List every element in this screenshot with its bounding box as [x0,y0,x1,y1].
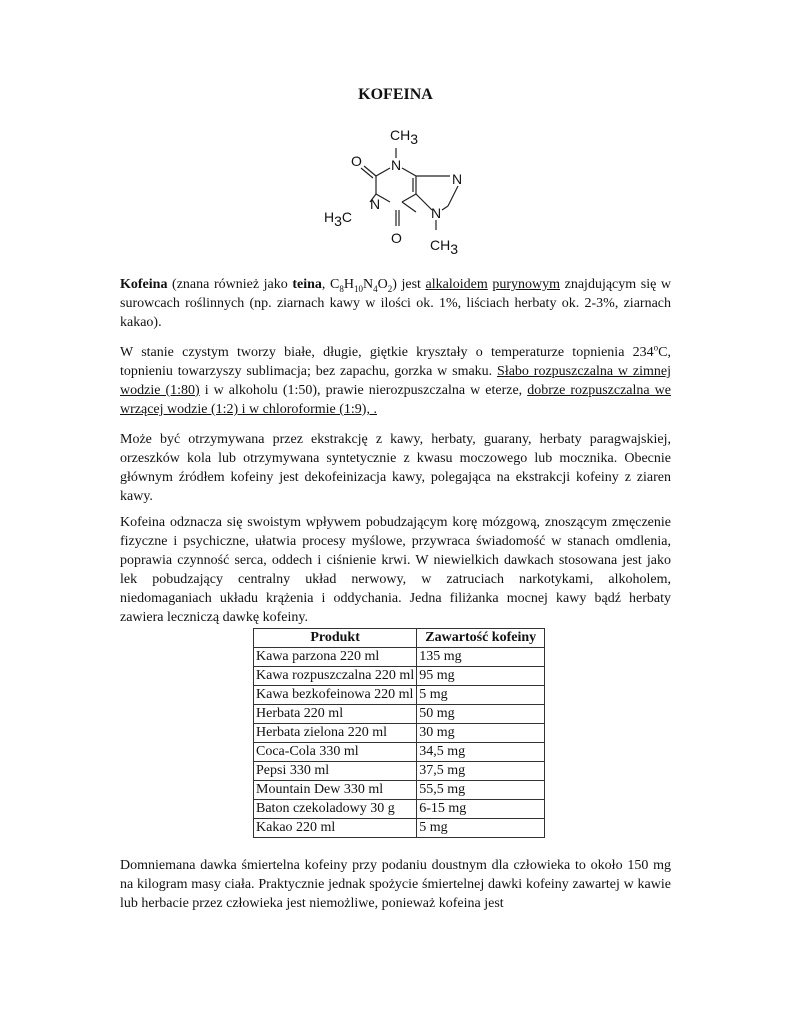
formula-subscript: 8 [339,283,344,294]
text-span: H [343,277,354,292]
product-cell: Herbata zielona 220 ml [254,724,417,743]
caffeine-content-table [253,628,545,838]
text-span: i w alkoholu (1:50), prawie nierozpuszczalna w eterze, [199,383,528,398]
content-cell: 5 mg [417,686,545,705]
table-row [254,800,545,819]
table-header-row [254,629,545,648]
oxygen-top-label: O [351,153,362,169]
underlined-solubility-hot: dobrze rozpuszczalna we wrzącej wodzie (1:2) i w chloroformie (1:9), . [120,383,671,417]
link-purynowym[interactable]: purynowym [492,277,561,292]
product-cell: Coca-Cola 330 ml [254,743,417,762]
nitrogen-7-label: N [431,205,442,221]
table-row [254,648,545,667]
product-cell: Kakao 220 ml [254,819,417,838]
content-cell: 55,5 mg [417,781,545,800]
content-cell: 6-15 mg [417,800,545,819]
text-span: C, topnieniu towarzyszy sublimacja; bez zapachu, gorzka w smaku. [120,345,671,379]
header-caffeine-content: Zawartość kofeiny [417,629,545,648]
text-span: W stanie czystym tworzy białe, długie, giętkie kryształy o temperaturze topnienia 234 [120,345,654,360]
product-cell: Baton czekoladowy 30 g [254,800,417,819]
content-cell: 95 mg [417,667,545,686]
page-title: KOFEINA [358,86,433,103]
h3c-label: H3C [324,209,353,229]
formula-subscript: 2 [387,283,393,294]
ch3-bottom-label: CH3 [430,237,459,257]
formula-subscript: 10 [353,283,363,294]
nitrogen-1-label: N [391,157,402,173]
table-row [254,705,545,724]
product-cell: Kawa parzona 220 ml [254,648,417,667]
caffeine-structure-diagram [318,118,478,258]
paragraph-production: Może być otrzymywana przez ekstrakcję z kawy, herbaty, guarany, herbaty paragwajskiej, orzeszków kola lub otrzymywana syntetycznie z kwasu moczowego lub mocznika. Obecnie głównym źródłem kofeiny jest dekofeinizacja kawy, polegająca na ekstrakcji kofeiny z ziaren kawy. [120,432,671,504]
degree-superscript: o [653,342,659,353]
content-cell: 135 mg [417,648,545,667]
paragraph-effects: Kofeina odznacza się swoistym wpływem pobudzającym korę mózgową, znoszącym zmęczenie fizyczne i psychiczne, ułatwia procesy myślowe, przywraca świadomość w stanach omdlenia, poprawia czynność serca, oddech i ciśnienie krwi. W niewielkich dawkach stosowana jest jako lek pobudzający centralny układ nerwowy, w zatruciach narkotykami, alkoholem, niedomaganiach układu krążenia i oddychania. Jedna filiżanka mocnej kawy bądź herbaty zawiera leczniczą dawkę kofeiny. [120,515,671,625]
ch3-top-label: CH3 [390,127,419,147]
text-span: O [377,277,388,292]
nitrogen-9-label: N [452,171,463,187]
content-cell: 50 mg [417,705,545,724]
term-teina: teina [292,277,322,292]
term-kofeina: Kofeina [120,277,168,292]
table-row [254,667,545,686]
content-cell: 34,5 mg [417,743,545,762]
text-span: (znana również jako [167,277,293,292]
product-cell: Kawa rozpuszczalna 220 ml [254,667,417,686]
paragraph-intro [120,275,671,332]
header-product: Produkt [254,629,417,648]
table-row [254,743,545,762]
paragraph-properties [120,343,671,419]
product-cell: Pepsi 330 ml [254,762,417,781]
table-row [254,819,545,838]
content-cell: 37,5 mg [417,762,545,781]
content-cell: 30 mg [417,724,545,743]
paragraph-lethal-dose: Domniemana dawka śmiertelna kofeiny przy podaniu doustnym dla człowieka to około 150 mg na kilogram masy ciała. Praktycznie jednak spożycie śmiertelnej dawki kofeiny zawartej w kawie lub herbacie przez człowieka jest niemożliwe, ponieważ kofeina jest [120,858,671,911]
table-row [254,781,545,800]
product-cell: Kawa bezkofeinowa 220 ml [254,686,417,705]
oxygen-bottom-label: O [391,230,402,246]
underlined-solubility-cold: Słabo rozpuszczalna w zimnej wodzie (1:80) [120,364,671,398]
link-alkaloidem[interactable]: alkaloidem [425,277,488,292]
table-row [254,724,545,743]
content-cell: 5 mg [417,819,545,838]
product-cell: Mountain Dew 330 ml [254,781,417,800]
text-span: ) jest [392,277,426,292]
text-span: N [362,277,374,292]
nitrogen-3-label: N [370,196,381,212]
product-cell: Herbata 220 ml [254,705,417,724]
molecule-bonds [361,148,458,230]
table-row [254,762,545,781]
text-span: znajdującym się w surowcach roślinnych (np. ziarnach kawy w ilości ok. 1%, liściach herbaty ok. 2-3%, ziarnach kakao). [120,277,672,330]
table-row [254,686,545,705]
text-span: , C [321,277,340,292]
formula-subscript: 4 [373,283,378,294]
